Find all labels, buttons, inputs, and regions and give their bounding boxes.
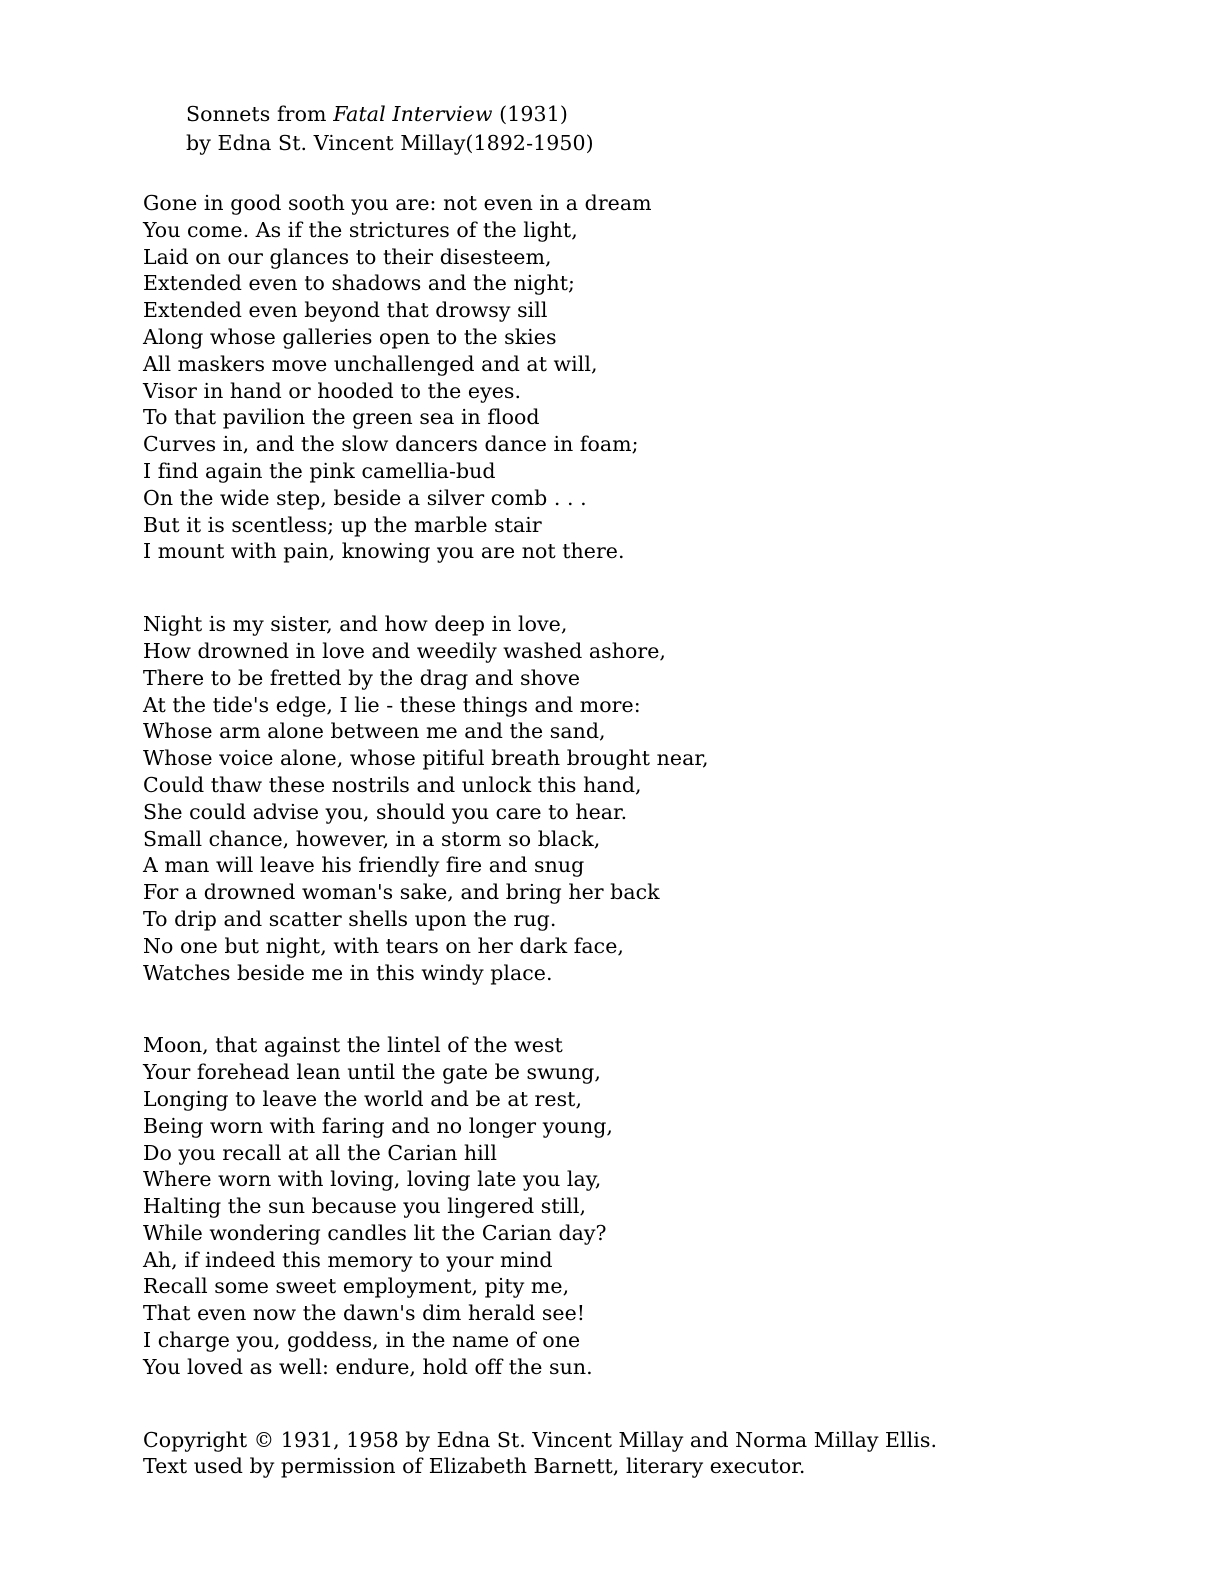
verse-line: Whose voice alone, whose pitiful breath brought near, (143, 746, 709, 771)
verse-line: You loved as well: endure, hold off the sun. (143, 1354, 593, 1379)
verse-line: I find again the pink camellia-bud (143, 458, 496, 483)
document-byline: by Edna St. Vincent Millay(1892-1950) (186, 131, 594, 155)
verse-line: Small chance, however, in a storm so black, (143, 826, 601, 851)
verse-line: Ah, if indeed this memory to your mind (143, 1247, 553, 1272)
verse-line: Along whose galleries open to the skies (143, 324, 557, 349)
verse-line: No one but night, with tears on her dark face, (143, 933, 624, 958)
verse-line: Curves in, and the slow dancers dance in foam; (143, 432, 639, 457)
verse-line: For a drowned woman's sake, and bring her back (143, 880, 660, 905)
verse-line: How drowned in love and weedily washed ashore, (143, 638, 666, 663)
verse-line: Longing to leave the world and be at rest, (143, 1086, 583, 1111)
verse-line: Being worn with faring and no longer young, (143, 1113, 613, 1138)
verse-line: Whose arm alone between me and the sand, (143, 719, 606, 744)
verse-line: Your forehead lean until the gate be swung, (143, 1060, 601, 1085)
verse-line: Gone in good sooth you are: not even in a dream (143, 191, 652, 215)
verse-line: Halting the sun because you lingered still, (143, 1194, 587, 1219)
verse-line: That even now the dawn's dim herald see! (143, 1301, 586, 1326)
verse-line: While wondering candles lit the Carian day? (143, 1220, 607, 1245)
verse-line: All maskers move unchallenged and at will, (143, 351, 598, 376)
verse-line: You come. As if the strictures of the light, (143, 217, 578, 242)
verse-line: There to be fretted by the drag and shove (143, 665, 581, 690)
verse-line: Night is my sister, and how deep in love, (143, 612, 568, 637)
verse-line: I charge you, goddess, in the name of one (143, 1328, 581, 1353)
permission-line: Text used by permission of Elizabeth Barnett, literary executor. (143, 1454, 806, 1479)
verse-line: Visor in hand or hooded to the eyes. (143, 378, 522, 403)
verse-line: On the wide step, beside a silver comb . . . (143, 485, 587, 510)
verse-line: I mount with pain, knowing you are not there. (143, 539, 625, 564)
document-title (186, 100, 594, 129)
verse-line: Extended even to shadows and the night; (143, 271, 575, 296)
copyright-line: Copyright © 1931, 1958 by Edna St. Vincent Millay and Norma Millay Ellis. (143, 1427, 938, 1452)
title-prefix: Sonnets from (186, 102, 334, 126)
stanza-sonnet-2 (143, 611, 937, 986)
verse-line: A man will leave his friendly fire and snug (143, 853, 585, 878)
verse-line: To that pavilion the green sea in flood (143, 405, 540, 430)
verse-line: Where worn with loving, loving late you lay, (143, 1167, 602, 1192)
verse-line: Extended even beyond that drowsy sill (143, 298, 548, 323)
verse-line: Do you recall at all the Carian hill (143, 1140, 497, 1165)
poem-body (143, 190, 937, 1480)
verse-line: Recall some sweet employment, pity me, (143, 1274, 570, 1299)
title-work-name: Fatal Interview (333, 102, 493, 126)
stanza-sonnet-3 (143, 1032, 937, 1380)
verse-line: At the tide's edge, I lie - these things and more: (143, 692, 641, 717)
copyright-notice (143, 1427, 937, 1481)
stanza-sonnet-1 (143, 190, 937, 565)
verse-line: Laid on our glances to their disesteem, (143, 244, 552, 269)
verse-line: Moon, that against the lintel of the west (143, 1033, 563, 1058)
verse-line: Could thaw these nostrils and unlock this hand, (143, 772, 642, 797)
title-year: (1931) (492, 102, 568, 126)
verse-line: But it is scentless; up the marble stair (143, 512, 542, 537)
verse-line: Watches beside me in this windy place. (143, 960, 553, 985)
verse-line: To drip and scatter shells upon the rug. (143, 906, 557, 931)
title-block (186, 100, 594, 158)
verse-line: She could advise you, should you care to hear. (143, 799, 628, 824)
